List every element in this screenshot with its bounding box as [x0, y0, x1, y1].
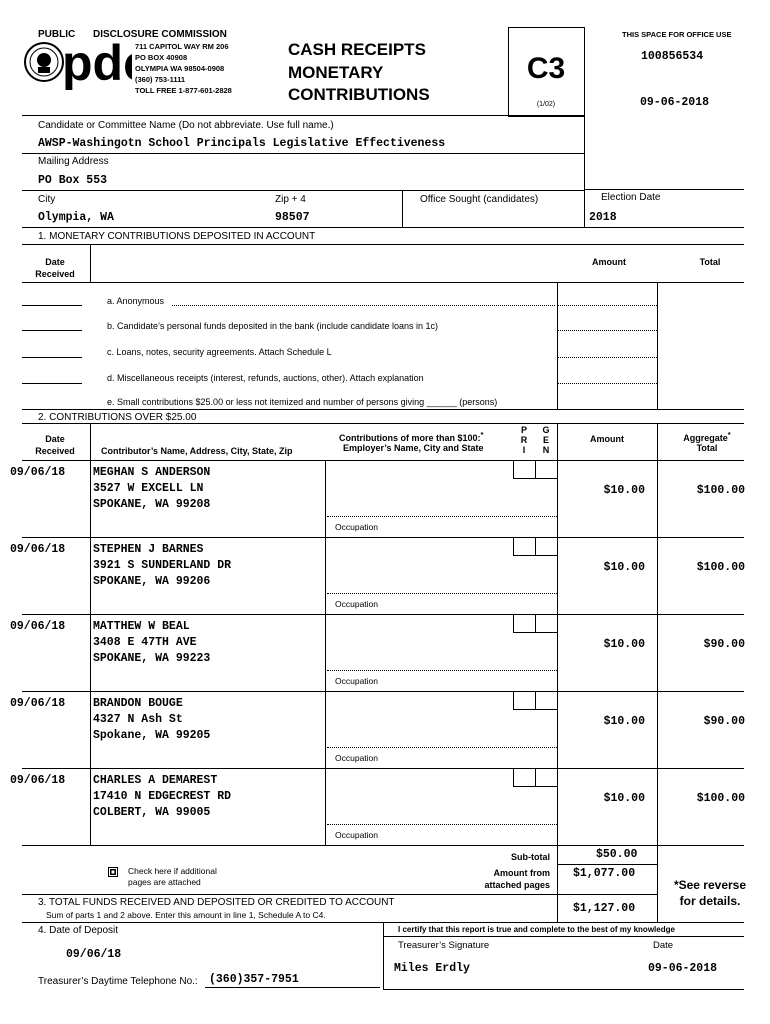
svg-text:pdc: pd	[62, 40, 124, 90]
contributor-street: 3527 W EXCELL LN	[93, 482, 204, 495]
certify-text: I certify that this report is true and complete to the best of my knowledge	[398, 925, 675, 934]
primary-label: P R I	[520, 425, 528, 455]
contribution-date: 09/06/18	[10, 774, 66, 787]
section1-item-e: e. Small contributions $25.00 or less not itemized and number of persons giving ______ (persons)	[107, 397, 498, 407]
contribution-aggregate: $90.00	[703, 715, 745, 728]
occupation-divider	[327, 747, 557, 748]
primary-checkbox[interactable]	[513, 691, 536, 710]
occupation-label: Occupation	[335, 522, 378, 532]
election-date-label: Election Date	[601, 192, 661, 203]
contributor-name: BRANDON BOUGE	[93, 697, 183, 710]
agency-address3: OLYMPIA WA 98504-0908	[135, 64, 225, 73]
contribution-aggregate: $90.00	[703, 638, 745, 651]
employer-label1: Contributions of more than $100:*	[339, 430, 484, 443]
contribution-aggregate: $100.00	[696, 484, 745, 497]
section3-sub: Sum of parts 1 and 2 above. Enter this amount in line 1, Schedule A to C4.	[46, 910, 326, 920]
general-checkbox[interactable]	[535, 691, 558, 710]
contribution-date: 09/06/18	[10, 620, 66, 633]
primary-checkbox[interactable]	[513, 537, 536, 556]
contribution-amount: $10.00	[603, 638, 645, 651]
signature-label: Treasurer’s Signature	[398, 940, 490, 951]
primary-checkbox[interactable]	[513, 768, 536, 787]
attached-label2: attached pages	[484, 880, 550, 890]
contribution-date: 09/06/18	[10, 543, 66, 556]
deposit-date-label: 4. Date of Deposit	[38, 925, 119, 936]
general-checkbox[interactable]	[535, 614, 558, 633]
additional-pages-checkbox[interactable]	[108, 867, 118, 877]
occupation-label: Occupation	[335, 676, 378, 686]
office-use-label: THIS SPACE FOR OFFICE USE	[622, 30, 732, 39]
see-reverse2: for details.	[679, 894, 741, 908]
city-value: Olympia, WA	[38, 211, 114, 224]
additional-pages-label2: pages are attached	[128, 877, 201, 887]
section1-item-a: a. Anonymous	[107, 296, 165, 306]
pdc-logo	[22, 40, 132, 90]
occupation-label: Occupation	[335, 830, 378, 840]
agency-name-left: PUBLIC	[38, 29, 76, 40]
deposit-date: 09/06/18	[66, 948, 122, 961]
contributor-city: COLBERT, WA 99005	[93, 806, 211, 819]
section2-date-label1: Date	[45, 434, 65, 444]
form-code: C3	[526, 52, 566, 85]
section1-date-label1: Date	[45, 257, 65, 267]
contributor-name: CHARLES A DEMAREST	[93, 774, 218, 787]
row-divider	[22, 691, 744, 692]
form-title-line1: CASH RECEIPTS	[288, 40, 426, 59]
signature-date-label: Date	[653, 940, 674, 951]
contributor-label: Contributor’s Name, Address, City, State, Zip	[101, 446, 293, 456]
contribution-amount: $10.00	[603, 484, 645, 497]
primary-checkbox[interactable]	[513, 460, 536, 479]
office-sought-label: Office Sought (candidates)	[420, 194, 539, 205]
general-checkbox[interactable]	[535, 460, 558, 479]
agency-tollfree: TOLL FREE 1-877-601-2828	[135, 86, 232, 95]
form-title-line2: MONETARY	[288, 63, 384, 82]
agency-address1: 711 CAPITOL WAY RM 206	[135, 42, 229, 51]
section1-date-label2: Received	[35, 269, 75, 279]
section1-total-label: Total	[699, 257, 721, 267]
attached-label1: Amount from	[493, 868, 550, 878]
contributor-name: MEGHAN S ANDERSON	[93, 466, 211, 479]
primary-checkbox[interactable]	[513, 614, 536, 633]
total-value: $1,127.00	[573, 902, 636, 915]
contribution-amount: $10.00	[603, 715, 645, 728]
aggregate-label1: Aggregate*	[683, 430, 731, 443]
contribution-date: 09/06/18	[10, 697, 66, 710]
treasurer-phone-label: Treasurer’s Daytime Telephone No.:	[38, 976, 198, 987]
subtotal-value: $50.00	[596, 848, 638, 861]
contribution-aggregate: $100.00	[696, 792, 745, 805]
occupation-label: Occupation	[335, 599, 378, 609]
occupation-divider	[327, 516, 557, 517]
contributor-street: 3408 E 47TH AVE	[93, 636, 197, 649]
contribution-aggregate: $100.00	[696, 561, 745, 574]
occupation-divider	[327, 593, 557, 594]
section2-title: 2. CONTRIBUTIONS OVER $25.00	[38, 412, 197, 423]
see-reverse1: *See reverse	[673, 878, 747, 892]
section2-amount-label: Amount	[590, 434, 624, 444]
general-checkbox[interactable]	[535, 768, 558, 787]
section2-date-label2: Received	[35, 446, 75, 456]
form-revision: (1/02)	[536, 101, 556, 108]
office-date: 09-06-2018	[640, 96, 710, 109]
contribution-amount: $10.00	[603, 561, 645, 574]
section1-item-b: b. Candidate’s personal funds deposited in the bank (include candidate loans in 1c)	[107, 321, 439, 331]
election-date: 2018	[589, 211, 617, 224]
mailing-address-label: Mailing Address	[38, 156, 109, 167]
agency-name-right: DISCLOSURE COMMISSION	[93, 29, 227, 40]
section1-amount-label: Amount	[592, 257, 626, 267]
contributor-street: 3921 S SUNDERLAND DR	[93, 559, 232, 572]
employer-label2: Employer’s Name, City and State	[343, 443, 484, 453]
office-report-number: 100856534	[641, 50, 704, 63]
contributor-name: STEPHEN J BARNES	[93, 543, 204, 556]
contributor-city: SPOKANE, WA 99208	[93, 498, 211, 511]
city-label: City	[38, 194, 56, 205]
contributor-street: 4327 N Ash St	[93, 713, 183, 726]
general-checkbox[interactable]	[535, 537, 558, 556]
mailing-address: PO Box 553	[38, 174, 108, 187]
zip-label: Zip + 4	[275, 194, 306, 205]
row-divider	[22, 614, 744, 615]
contributor-city: Spokane, WA 99205	[93, 729, 211, 742]
treasurer-phone: (360)357-7951	[209, 973, 299, 986]
agency-phone: (360) 753-1111	[135, 75, 186, 84]
general-label: G E N	[542, 425, 550, 455]
attached-value: $1,077.00	[573, 867, 636, 880]
contributor-city: SPOKANE, WA 99206	[93, 575, 211, 588]
aggregate-label2: Total	[696, 443, 718, 453]
contributor-street: 17410 N EDGECREST RD	[93, 790, 232, 803]
row-divider	[22, 537, 744, 538]
candidate-name-label: Candidate or Committee Name (Do not abbreviate. Use full name.)	[38, 120, 334, 131]
section1-title: 1. MONETARY CONTRIBUTIONS DEPOSITED IN ACCOUNT	[38, 231, 316, 242]
treasurer-signature: Miles Erdly	[394, 962, 470, 975]
contribution-amount: $10.00	[603, 792, 645, 805]
form-title-line3: CONTRIBUTIONS	[288, 85, 430, 104]
additional-pages-label1: Check here if additional	[128, 866, 217, 876]
section3-title: 3. TOTAL FUNDS RECEIVED AND DEPOSITED OR CREDITED TO ACCOUNT	[38, 897, 395, 908]
section1-item-d: d. Miscellaneous receipts (interest, refunds, auctions, other). Attach explanation	[107, 373, 424, 383]
contributor-city: SPOKANE, WA 99223	[93, 652, 211, 665]
candidate-name: AWSP-Washingotn School Principals Legislative Effectiveness	[38, 137, 446, 150]
zip-value: 98507	[275, 211, 310, 224]
contributor-name: MATTHEW W BEAL	[93, 620, 190, 633]
subtotal-label: Sub-total	[511, 852, 550, 862]
signature-date: 09-06-2018	[648, 962, 718, 975]
agency-address2: PO BOX 40908	[135, 53, 188, 62]
occupation-label: Occupation	[335, 753, 378, 763]
section1-item-c: c. Loans, notes, security agreements. Attach Schedule L	[107, 347, 332, 357]
occupation-divider	[327, 670, 557, 671]
occupation-divider	[327, 824, 557, 825]
contribution-date: 09/06/18	[10, 466, 66, 479]
row-divider	[22, 768, 744, 769]
